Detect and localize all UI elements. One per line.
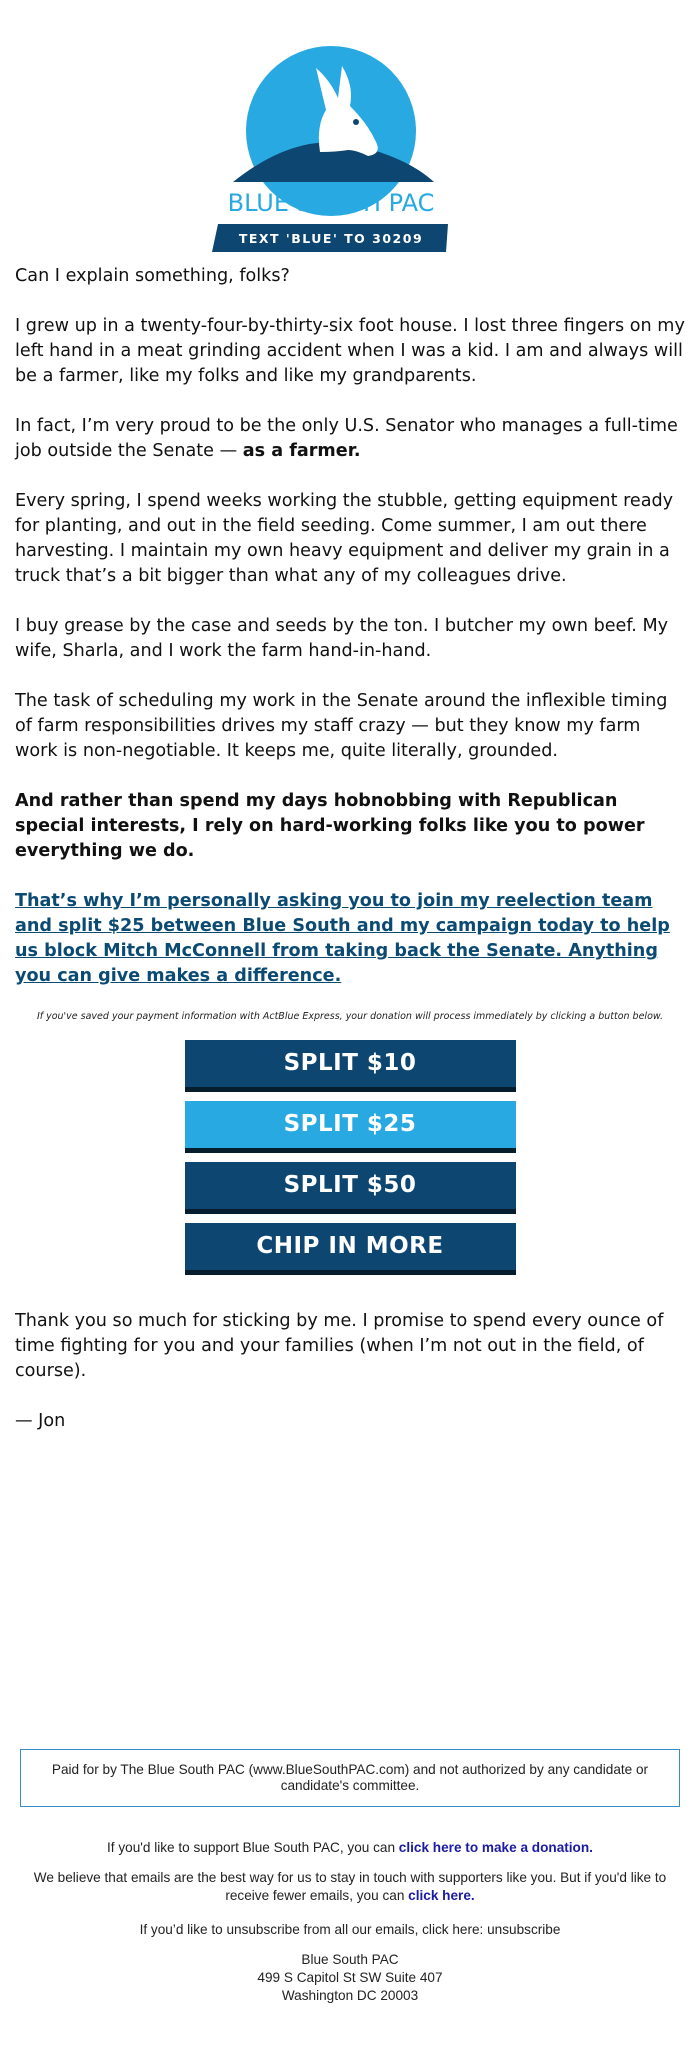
bold-text: as a farmer. [242,441,361,461]
paid-for-disclaimer: Paid for by The Blue South PAC (www.BlueSouthPAC.com) and not authorized by any candidate or candidate's committee. [20,1749,680,1807]
closing-section [0,1309,700,1434]
mailing-address [24,1951,676,2005]
signature: — Jon [15,1411,66,1431]
donation-buttons [185,1040,516,1275]
footer-text: If you’d like to unsubscribe from all our emails, click here: [139,1922,488,1937]
email-body [0,264,700,989]
body-text: In fact, I’m very proud to be the only U.S. Senator who manages a full-time job outside the Senate — [15,416,678,461]
split-50-button[interactable]: SPLIT $50 [185,1162,516,1214]
footer-text: If you'd like to support Blue South PAC, you can [107,1840,399,1855]
org-name: BLUE SOUTH PAC [227,189,435,217]
donkey-logo-icon[interactable] [208,46,458,252]
header-logo-area [0,0,700,264]
banner-text: TEXT 'BLUE' TO 30209 [238,231,424,246]
address-line: 499 S Capitol St SW Suite 407 [257,1970,443,1985]
fewer-emails-link[interactable]: click here. [408,1888,475,1903]
donate-link[interactable]: click here to make a donation. [398,1840,593,1855]
split-10-button[interactable]: SPLIT $10 [185,1040,516,1092]
body-paragraph: The task of scheduling my work in the Senate around the inflexible timing of farm responsibilities drives my staff crazy — but they know my farm work is non-negotiable. It keeps me, quite literally, grounded. [15,691,668,761]
body-paragraph: I grew up in a twenty-four-by-thirty-six foot house. I lost three fingers on my left hand in a meat grinding accident when I was a kid. I am and always will be a farmer, like my folks and like my grandparents. [15,316,685,386]
chip-in-more-button[interactable]: CHIP IN MORE [185,1223,516,1275]
body-paragraph: Can I explain something, folks? [15,266,290,286]
closing-paragraph: Thank you so much for sticking by me. I promise to spend every ounce of time fighting for you and your families (when I’m not out in the field, of course). [15,1311,664,1381]
unsubscribe-link[interactable]: unsubscribe [487,1922,561,1937]
donation-cta-link[interactable]: That’s why I’m personally asking you to join my reelection team and split $25 between Blue South and my campaign today to help us block Mitch McConnell from taking back the Senate. Anything you can give makes a difference. [15,891,670,986]
actblue-fineprint: If you've saved your payment information with ActBlue Express, your donation will process immediately by clicking a button below. [36,1011,664,1022]
body-paragraph: I buy grease by the case and seeds by the ton. I butcher my own beef. My wife, Sharla, and I work the farm hand-in-hand. [15,616,669,661]
split-25-button[interactable]: SPLIT $25 [185,1101,516,1153]
footer-text: We believe that emails are the best way for us to stay in touch with supporters like you. But if you'd like to receive fewer emails, you can [33,1870,667,1903]
address-line: Blue South PAC [301,1952,399,1967]
body-paragraph: Every spring, I spend weeks working the stubble, getting equipment ready for planting, and out in the field seeding. Come summer, I am out there harvesting. I maintain my own heavy equipment and deliver my grain in a truck that’s a bit bigger than what any of my colleagues drive. [15,491,674,586]
address-line: Washington DC 20003 [281,1988,419,2003]
body-paragraph [15,414,685,464]
footer [0,1839,700,2005]
bold-paragraph: And rather than spend my days hobnobbing with Republican special interests, I rely on hard-working folks like you to power everything we do. [15,791,645,861]
